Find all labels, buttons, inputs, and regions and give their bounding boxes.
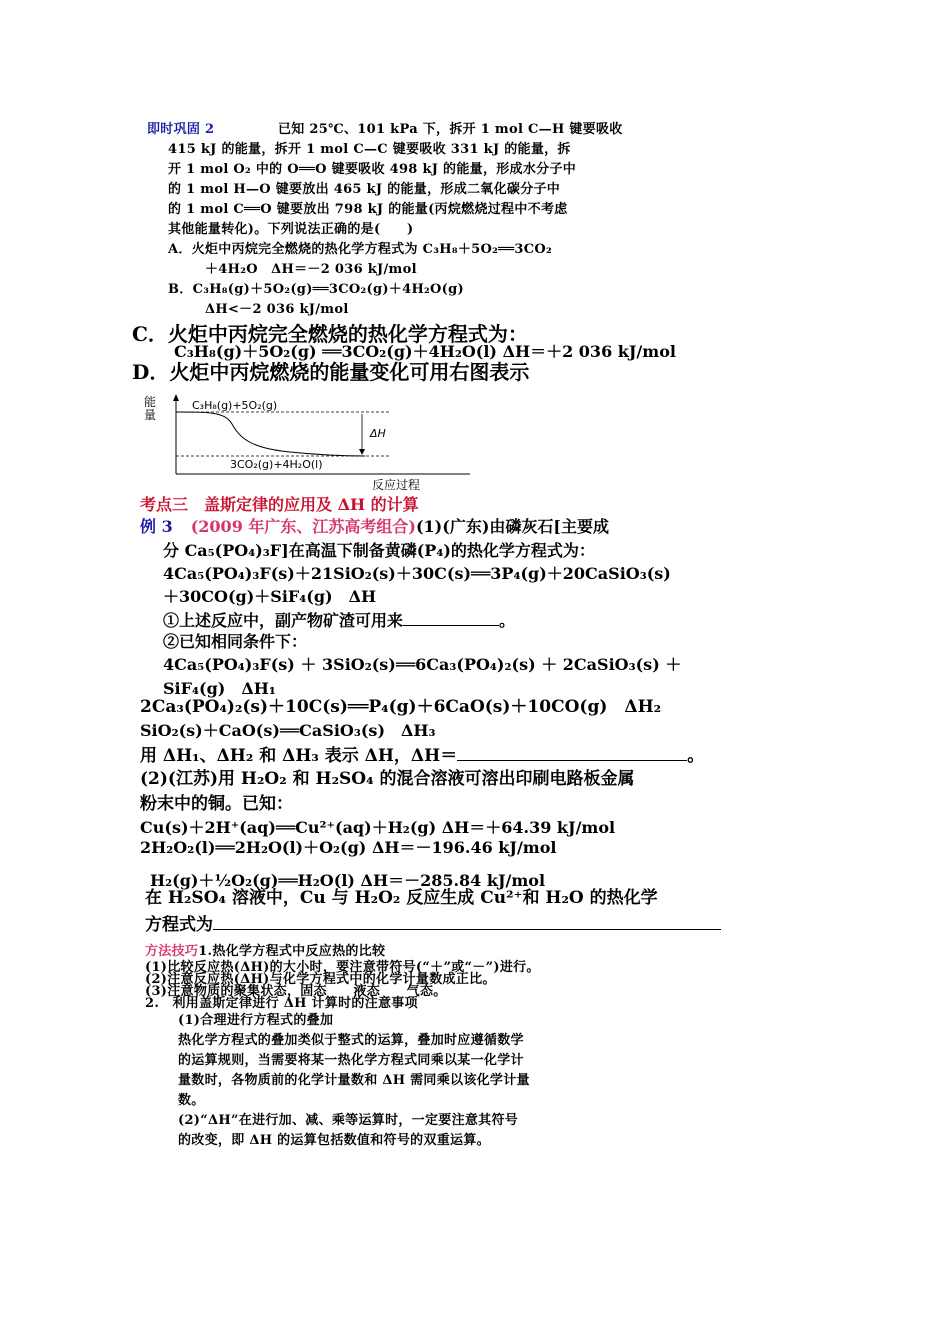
example-final-text: 方程式为	[145, 915, 213, 935]
bottom-state-label: 3CO₂(g)+4H₂O(l)	[230, 458, 323, 471]
tips-line-7: 的运算规则，当需要将某一热化学方程式同乘以某一化学计	[178, 1053, 524, 1068]
tips-label: 方法技巧	[145, 944, 199, 959]
y-axis-arrow	[173, 394, 179, 401]
example-line-12: (2)(江苏)用 H₂O₂ 和 H₂SO₄ 的混合溶液可溶出印刷电路板金属	[140, 769, 635, 789]
y-axis-label-2: 量	[144, 408, 157, 422]
answer-blank-1[interactable]	[403, 611, 499, 626]
option-b-line-1: B．C₃H₈(g)＋5O₂(g)══3CO₂(g)＋4H₂O(g)	[168, 282, 464, 297]
example-line-17: 在 H₂SO₄ 溶液中，Cu 与 H₂O₂ 反应生成 Cu²⁺和 H₂O 的热化学	[145, 888, 658, 908]
practice-line-6: 其他能量转化)。下列说法正确的是( )	[168, 222, 414, 237]
tips-line-2: (2)注意反应热(ΔH)与化学方程式中的化学计量数成正比。	[145, 972, 496, 987]
example-line-15: 2H₂O₂(l)══2H₂O(l)＋O₂(g) ΔH＝－196.46 kJ/mol	[140, 838, 557, 857]
tips-line-4: 2. 利用盖斯定律进行 ΔH 计算时的注意事项	[145, 996, 418, 1011]
option-d-line-1: D．火炬中丙烷燃烧的能量变化可用右图表示	[132, 360, 530, 384]
tips-line-9: 数。	[178, 1093, 205, 1108]
example-line-6: ②已知相同条件下：	[163, 632, 308, 651]
y-axis-label-1: 能	[144, 395, 157, 409]
example-line-5	[163, 611, 515, 629]
practice-line-5: 的 1 mol C══O 键要放出 798 kJ 的能量(丙烷燃烧过程中不考虑	[168, 202, 568, 217]
tips-title: 1.热化学方程式中反应热的比较	[198, 944, 386, 959]
top-state-label: C₃H₈(g)+5O₂(g)	[192, 399, 278, 412]
energy-diagram	[140, 392, 490, 492]
example-line-7: 4Ca₅(PO₄)₃F(s) ＋ 3SiO₂(s)══6Ca₃(PO₄)₂(s) ＋ 2CaSiO₃(s) ＋	[163, 655, 682, 674]
practice-line-1: 已知 25℃、101 kPa 下，拆开 1 mol C—H 键要吸收	[278, 122, 623, 137]
option-c-line-1: C．火炬中丙烷完全燃烧的热化学方程式为：	[132, 322, 528, 346]
option-a-line-1: A．火炬中丙烷完全燃烧的热化学方程式为 C₃H₈＋5O₂══3CO₂	[168, 242, 552, 257]
example-line-4: ＋30CO(g)＋SiF₄(g) ΔH	[163, 587, 377, 606]
tips-line-5: (1)合理进行方程式的叠加	[178, 1013, 334, 1028]
practice-line-2: 415 kJ 的能量，拆开 1 mol C—C 键要吸收 331 kJ 的能量，拆	[168, 142, 571, 157]
tips-header	[145, 945, 385, 958]
answer-blank-3[interactable]	[213, 915, 721, 930]
example-q1-end: 。	[499, 611, 516, 630]
option-a-line-2: ＋4H₂O ΔH＝－2 036 kJ/mol	[205, 262, 417, 277]
example-source: (2009 年广东、江苏高考组合)	[190, 517, 416, 536]
example-line-10: SiO₂(s)＋CaO(s)══CaSiO₃(s) ΔH₃	[140, 721, 436, 740]
example-q1-text: ①上述反应中，副产物矿渣可用来	[163, 611, 404, 630]
tips-line-1: (1)比较反应热(ΔH)的大小时，要注意带符号(“＋”或“－”)进行。	[145, 960, 540, 975]
option-c-line-2: C₃H₈(g)＋5O₂(g) ══3CO₂(g)＋4H₂O(l) ΔH＝＋2 036 kJ/mol	[174, 342, 676, 361]
example-line-2: 分 Ca₅(PO₄)₃F]在高温下制备黄磷(P₄)的热化学方程式为：	[163, 541, 595, 560]
example-delta-h-text: 用 ΔH₁、ΔH₂ 和 ΔH₃ 表示 ΔH，ΔH＝	[140, 746, 458, 766]
example-line-18	[145, 915, 721, 934]
example-line-13: 粉末中的铜。已知：	[140, 794, 293, 814]
example-delta-h-end: 。	[687, 746, 705, 766]
option-b-line-2: ΔH<－2 036 kJ/mol	[205, 302, 349, 317]
section-title: 考点三 盖斯定律的应用及 ΔH 的计算	[140, 495, 419, 514]
example-line-1	[140, 519, 609, 535]
practice-line-4: 的 1 mol H—O 键要放出 465 kJ 的能量，形成二氧化碳分子中	[168, 182, 561, 197]
tips-line-6: 热化学方程式的叠加类似于整式的运算，叠加时应遵循数学	[178, 1033, 524, 1048]
delta-h-label: ΔH	[370, 427, 386, 440]
answer-blank-2[interactable]	[457, 746, 687, 761]
tips-line-11: 的改变，即 ΔH 的运算包括数值和符号的双重运算。	[178, 1133, 490, 1148]
practice-line-3: 开 1 mol O₂ 中的 O══O 键要吸收 498 kJ 的能量，形成水分子中	[168, 162, 577, 177]
example-line-16: H₂(g)＋½O₂(g)══H₂O(l) ΔH＝－285.84 kJ/mol	[150, 871, 546, 890]
example-line-8: SiF₄(g) ΔH₁	[163, 679, 276, 698]
x-axis-label: 反应过程	[372, 478, 421, 492]
tips-line-10: (2)“ΔH”在进行加、减、乘等运算时，一定要注意其符号	[178, 1113, 519, 1128]
example-line-14: Cu(s)＋2H⁺(aq)══Cu²⁺(aq)＋H₂(g) ΔH＝＋64.39 kJ/mol	[140, 818, 616, 837]
example-line-9: 2Ca₃(PO₄)₂(s)＋10C(s)══P₄(g)＋6CaO(s)＋10CO(g) ΔH₂	[140, 697, 662, 717]
example-line-11	[140, 746, 704, 765]
practice-label: 即时巩固 2	[147, 122, 215, 137]
energy-curve	[176, 412, 365, 456]
example-label: 例 3	[140, 517, 173, 536]
example-line-3: 4Ca₅(PO₄)₃F(s)＋21SiO₂(s)＋30C(s)══3P₄(g)＋20CaSiO₃(s)	[163, 564, 671, 583]
tips-line-8: 量数时，各物质前的化学计量数和 ΔH 需同乘以该化学计量	[178, 1073, 530, 1088]
delta-arrow-head	[359, 449, 365, 455]
example-line-1-rest: (1)(广东)由磷灰石[主要成	[415, 517, 609, 536]
tips-line-3: (3)注意物质的聚集状态，固态 液态 气态。	[145, 984, 447, 999]
